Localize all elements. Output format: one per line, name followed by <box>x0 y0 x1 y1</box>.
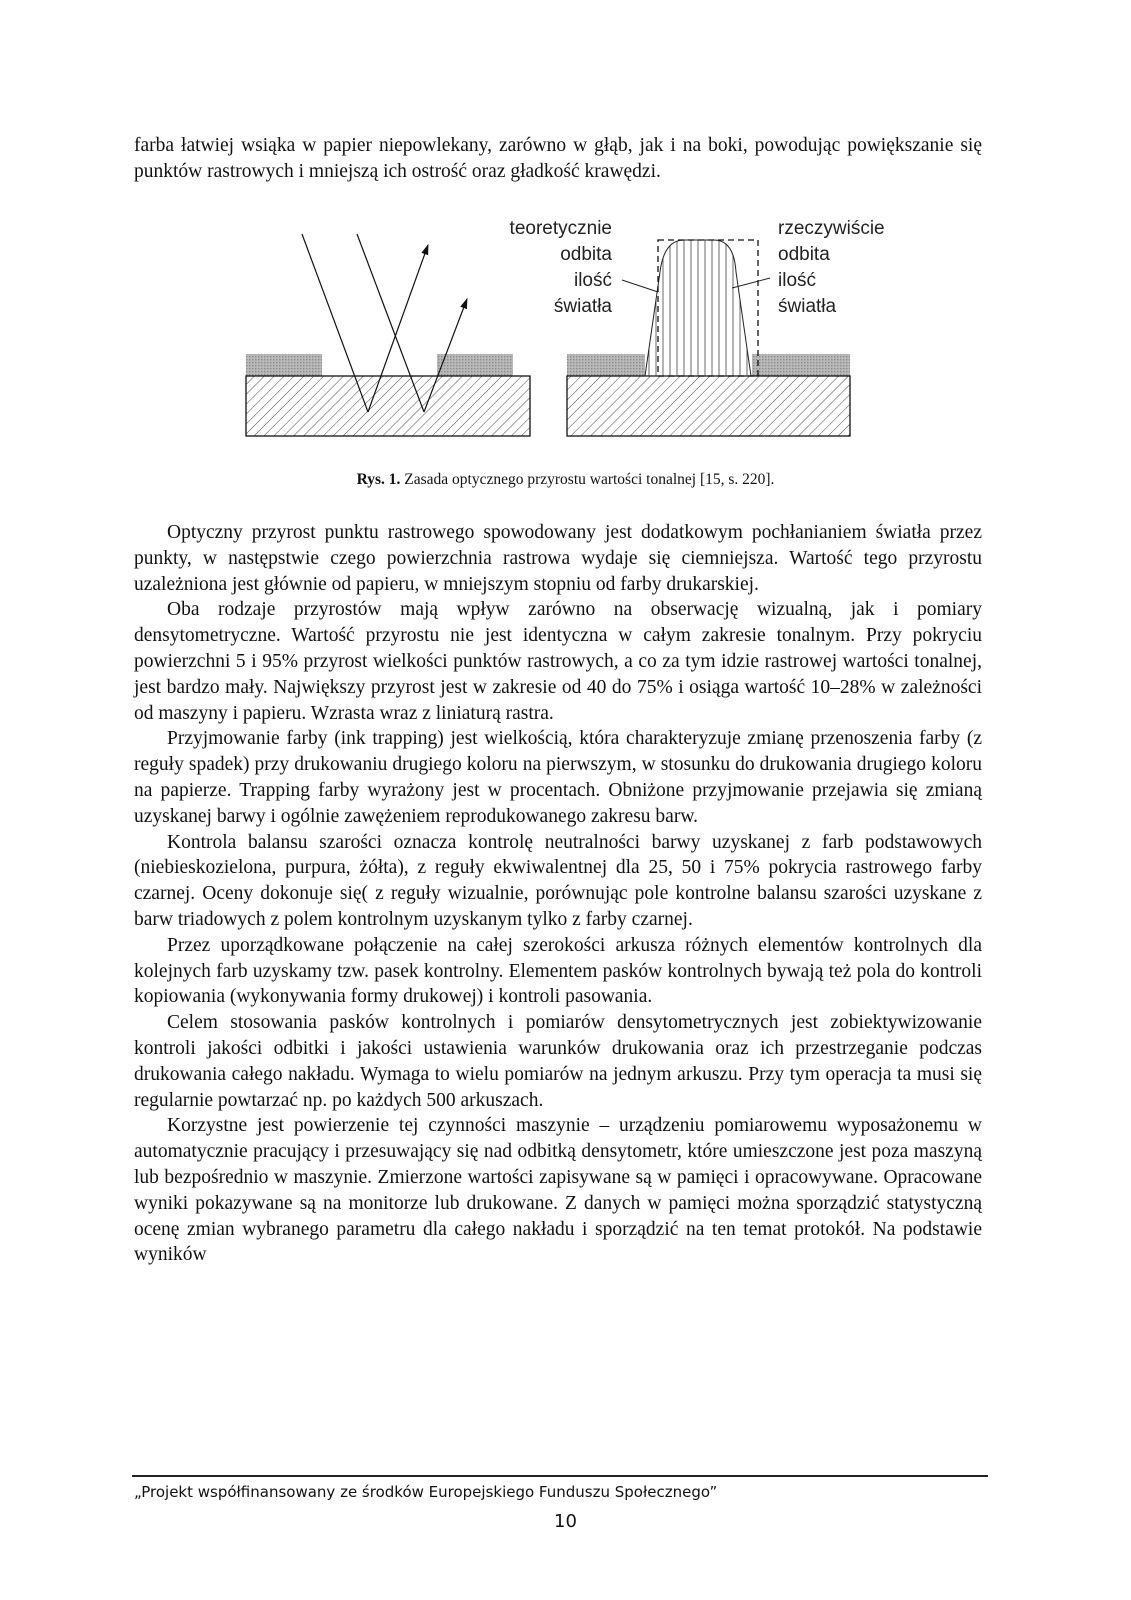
caption-text: Zasada optycznego przyrostu wartości tonalnej [15, s. 220]. <box>400 471 775 488</box>
svg-text:rzeczywiście: rzeczywiście <box>778 218 885 239</box>
paragraph: Kontrola balansu szarości oznacza kontrolę neutralności barwy uzyskanej z farb podstawowych (niebieskozielona, purpura, żółta), z reguły ekwiwalentnej dla 25, 50 i 75% pokrycia rastrowego farby czarnej. Oceny dokonuje się( z reguły wizualnie, porównując pole kontrolne balansu szarości uzyskane z barw triadowych z polem kontrolnym uzyskanym tylko z farby czarnej. <box>134 831 982 930</box>
caption-label: Rys. 1. <box>356 471 401 488</box>
footer-funding-note: „Projekt współfinansowany ze środków Europejskiego Funduszu Społecznego” <box>134 1483 718 1501</box>
paragraph: Oba rodzaje przyrostów mają wpływ zarówno na obserwację wizualną, jak i pomiary densytometryczne. Wartość przyrostu nie jest identyczna w całym zakresie tonalnym. Przy pokryciu powierzchni 5 i 95% przyrost wielkości punktów rastrowych, a co za tym idzie rastrowej wartości tonalnej, jest bardzo mały. Największy przyrost jest w zakresie od 40 do 75% i osiąga wartość 10–28% w zależności od maszyny i papieru. Wzrasta wraz z liniaturą rastra. <box>134 599 982 724</box>
paragraph: Przyjmowanie farby (ink trapping) jest wielkością, która charakteryzuje zmianę przenoszenia farby (z reguły spadek) przy drukowaniu drugiego koloru na pierwszym, w stosunku do drukowania drugiego koloru na papierze. Trapping farby wyrażony jest w procentach. Obniżone przyjmowanie przejawia się zmianą uzyskanej barwy i ogólnie zawężeniem reprodukowanego zakresu barw. <box>134 728 982 827</box>
page-number: 10 <box>554 1511 577 1532</box>
svg-text:światła: światła <box>778 296 837 317</box>
paragraph: Optyczny przyrost punktu rastrowego spowodowany jest dodatkowym pochłanianiem światła przez punkty, w następstwie czego powierzchnia rastrowa wydaje się ciemniejsza. Wartość tego przyrostu uzależniona jest głównie od papieru, w mniejszym stopniu od farby drukarskiej. <box>134 522 982 595</box>
figure-caption <box>0 471 1131 489</box>
paragraph: Przez uporządkowane połączenie na całej szerokości arkusza różnych elementów kontrolnych dla kolejnych farb uzyskamy tzw. pasek kontrolny. Elementem pasków kontrolnych bywają też pola do kontroli kopiowania (wykonywania formy drukowej) i kontroli pasowania. <box>134 934 982 1008</box>
footer-divider <box>132 1475 988 1477</box>
svg-text:odbita: odbita <box>560 244 612 265</box>
left-panel-ideal <box>246 234 530 436</box>
svg-text:ilość: ilość <box>778 270 817 291</box>
svg-text:światła: światła <box>553 296 612 317</box>
svg-text:teoretycznie: teoretycznie <box>509 218 612 239</box>
paragraph: Celem stosowania pasków kontrolnych i pomiarów densytometrycznych jest zobiektywizowanie kontroli jakości odbitki i jakości ustawienia warunków drukowania oraz ich przestrzeganie podczas drukowania całego nakładu. Wymaga to wielu pomiarów na jednym arkuszu. Przy tym operacja ta musi się regularnie powtarzać np. po każdych 500 arkuszach. <box>134 1012 982 1111</box>
label-actual <box>778 218 885 317</box>
optical-dot-gain-figure <box>240 212 890 444</box>
svg-text:ilość: ilość <box>573 270 612 291</box>
paragraph-continuation: farba łatwiej wsiąka w papier niepowlekany, zarówno w głąb, jak i na boki, powodując powiększanie się punktów rastrowych i mniejszą ich ostrość oraz gładkość krawędzi. <box>134 135 982 182</box>
svg-text:odbita: odbita <box>778 244 830 265</box>
paragraph: Korzystne jest powierzenie tej czynności maszynie – urządzeniu pomiarowemu wyposażonemu w automatycznie pracujący i przesuwający się nad odbitką densytometr, które umieszczone jest poza maszyną lub bezpośrednio w maszynie. Zmierzone wartości zapisywane są w pamięci i opracowywane. Opracowane wyniki pokazywane są na monitorze lub drukowane. Z danych w pamięci można sporządzić statystyczną ocenę zmian wybranego parametru dla całego nakładu i sporządzić na ten temat protokół. Na podstawie wyników <box>134 1115 982 1266</box>
label-theoretical <box>510 218 613 317</box>
intro-paragraph <box>134 133 982 185</box>
body-text <box>134 520 982 1268</box>
